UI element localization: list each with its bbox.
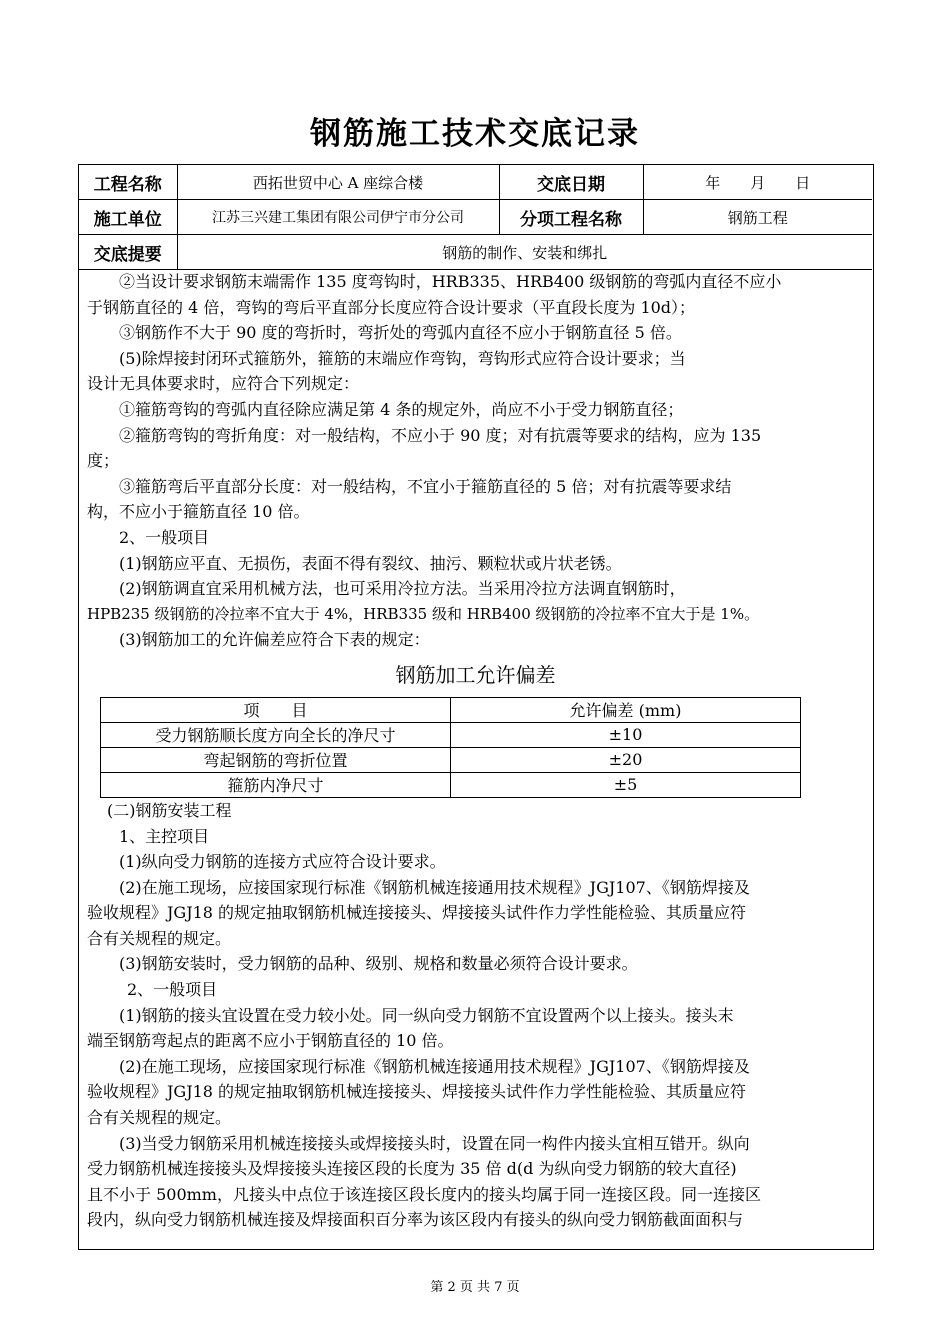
paragraph-line: 验收规程》JGJ18 的规定抽取钢筋机械连接接头、焊接接头试件作力学性能检验、其质量应符 xyxy=(87,1082,747,1102)
paragraph-line: ②当设计要求钢筋末端需作 135 度弯钩时，HRB335、HRB400 级钢筋的弯弧内直径不应小 xyxy=(119,272,782,291)
paragraph-line: (1)钢筋的接头宜设置在受力较小处。同一纵向受力钢筋不宜设置两个以上接头。接头末 xyxy=(119,1005,734,1025)
tolerance-value: ±5 xyxy=(451,772,801,797)
unit-label: 施工单位 xyxy=(79,200,177,235)
paragraph-line: (1)纵向受力钢筋的连接方式应符合设计要求。 xyxy=(119,852,446,872)
paragraph-line: (5)除焊接封闭环式箍筋外，箍筋的末端应作弯钩，弯钩形式应符合设计要求；当 xyxy=(119,348,686,368)
content-body xyxy=(79,269,872,1233)
paragraph-line: ③钢筋作不大于 90 度的弯折时，弯折处的弯弧内直径不应小于钢筋直径 5 倍。 xyxy=(119,323,682,343)
summary-label: 交底提要 xyxy=(79,235,177,270)
section-heading: 2、一般项目 xyxy=(119,527,210,547)
sub-project-label: 分项工程名称 xyxy=(499,200,643,235)
paragraph-line: 合有关规程的规定。 xyxy=(87,928,232,948)
paragraph-line: (3)当受力钢筋采用机械连接接头或焊接接头时，设置在同一构件内接头宜相互错开。纵向 xyxy=(119,1133,750,1153)
paragraph-line: 受力钢筋机械连接接头及焊接接头连接区段的长度为 35 倍 d(d 为纵向受力钢筋的较大直径) xyxy=(87,1159,737,1179)
unit-value: 江苏三兴建工集团有限公司伊宁市分公司 xyxy=(177,200,499,235)
tolerance-table-title: 钢筋加工允许偏差 xyxy=(395,662,556,687)
tolerance-col-item: 项 目 xyxy=(101,697,451,722)
table-row xyxy=(101,722,801,747)
paragraph-line: (1)钢筋应平直、无损伤，表面不得有裂纹、抽污、颗粒状或片状老锈。 xyxy=(119,553,622,573)
tolerance-col-value: 允许偏差 (mm) xyxy=(451,697,801,722)
paragraph-line: 构，不应小于箍筋直径 10 倍。 xyxy=(87,502,310,522)
paragraph-line: 于钢筋直径的 4 倍，弯钩的弯后平直部分长度应符合设计要求（平直段长度为 10d）； xyxy=(87,297,696,317)
tolerance-item: 受力钢筋顺长度方向全长的净尺寸 xyxy=(101,722,451,747)
date-value: 年 月 日 xyxy=(643,165,872,200)
sub-project-value: 钢筋工程 xyxy=(643,200,872,235)
paragraph-line: ②箍筋弯钩的弯折角度：对一般结构，不应小于 90 度；对有抗震等要求的结构，应为 135 xyxy=(119,425,762,445)
header-table xyxy=(79,165,872,270)
section-heading: 1、主控项目 xyxy=(119,826,210,846)
paragraph-line: (2)在施工现场，应接国家现行标准《钢筋机械连接通用技术规程》JGJ107、《钢筋焊接及 xyxy=(119,1056,750,1076)
project-name-label: 工程名称 xyxy=(79,165,177,200)
paragraph-line: 度； xyxy=(87,451,120,471)
project-name-value: 西拓世贸中心 A 座综合楼 xyxy=(177,165,499,200)
paragraph-line: (3)钢筋安装时，受力钢筋的品种、级别、规格和数量必须符合设计要求。 xyxy=(119,954,638,974)
section-heading: (二)钢筋安装工程 xyxy=(107,800,232,820)
paragraph-line: 且不小于 500mm，凡接头中点位于该连接区段长度内的接头均属于同一连接区段。同一连接区 xyxy=(87,1184,761,1204)
table-row xyxy=(101,772,801,797)
tolerance-header-row xyxy=(101,697,801,722)
paragraph-line: 端至钢筋弯起点的距离不应小于钢筋直径的 10 倍。 xyxy=(87,1031,454,1051)
header-row xyxy=(79,200,872,235)
paragraph-line: 验收规程》JGJ18 的规定抽取钢筋机械连接接头、焊接接头试件作力学性能检验、其质量应符 xyxy=(87,903,747,923)
paragraph-line: (2)在施工现场，应接国家现行标准《钢筋机械连接通用技术规程》JGJ107、《钢筋焊接及 xyxy=(119,877,750,897)
paragraph-line: 合有关规程的规定。 xyxy=(87,1108,232,1128)
document-title: 钢筋施工技术交底记录 xyxy=(310,116,640,152)
paragraph-line: HPB235 级钢筋的冷拉率不宜大于 4%，HRB335 级和 HRB400 级钢筋的冷拉率不宜大于是 1%。 xyxy=(87,604,760,623)
record-frame xyxy=(78,164,874,1250)
paragraph-line: 段内，纵向受力钢筋机械连接及焊接面积百分率为该区段内有接头的纵向受力钢筋截面面积与 xyxy=(87,1210,744,1230)
tolerance-value: ±20 xyxy=(451,747,801,772)
paragraph-line: 设计无具体要求时，应符合下列规定： xyxy=(87,374,360,394)
tolerance-item: 箍筋内净尺寸 xyxy=(101,772,451,797)
page-footer: 第 2 页 共 7 页 xyxy=(430,1280,520,1295)
tolerance-item: 弯起钢筋的弯折位置 xyxy=(101,747,451,772)
paragraph-line: (2)钢筋调直宜采用机械方法，也可采用冷拉方法。当采用冷拉方法调直钢筋时， xyxy=(119,579,686,599)
tolerance-table xyxy=(100,697,801,798)
date-label: 交底日期 xyxy=(499,165,643,200)
header-row xyxy=(79,165,872,200)
summary-value: 钢筋的制作、安装和绑扎 xyxy=(177,235,872,270)
section-heading: 2、一般项目 xyxy=(127,980,218,1000)
paragraph-line: ③箍筋弯后平直部分长度：对一般结构，不宜小于箍筋直径的 5 倍；对有抗震等要求结 xyxy=(119,476,732,496)
paragraph-line: (3)钢筋加工的允许偏差应符合下表的规定： xyxy=(119,630,430,650)
tolerance-value: ±10 xyxy=(451,722,801,747)
paragraph-line: ①箍筋弯钩的弯弧内直径除应满足第 4 条的规定外，尚应不小于受力钢筋直径； xyxy=(119,399,684,419)
table-row xyxy=(101,747,801,772)
header-row xyxy=(79,235,872,270)
